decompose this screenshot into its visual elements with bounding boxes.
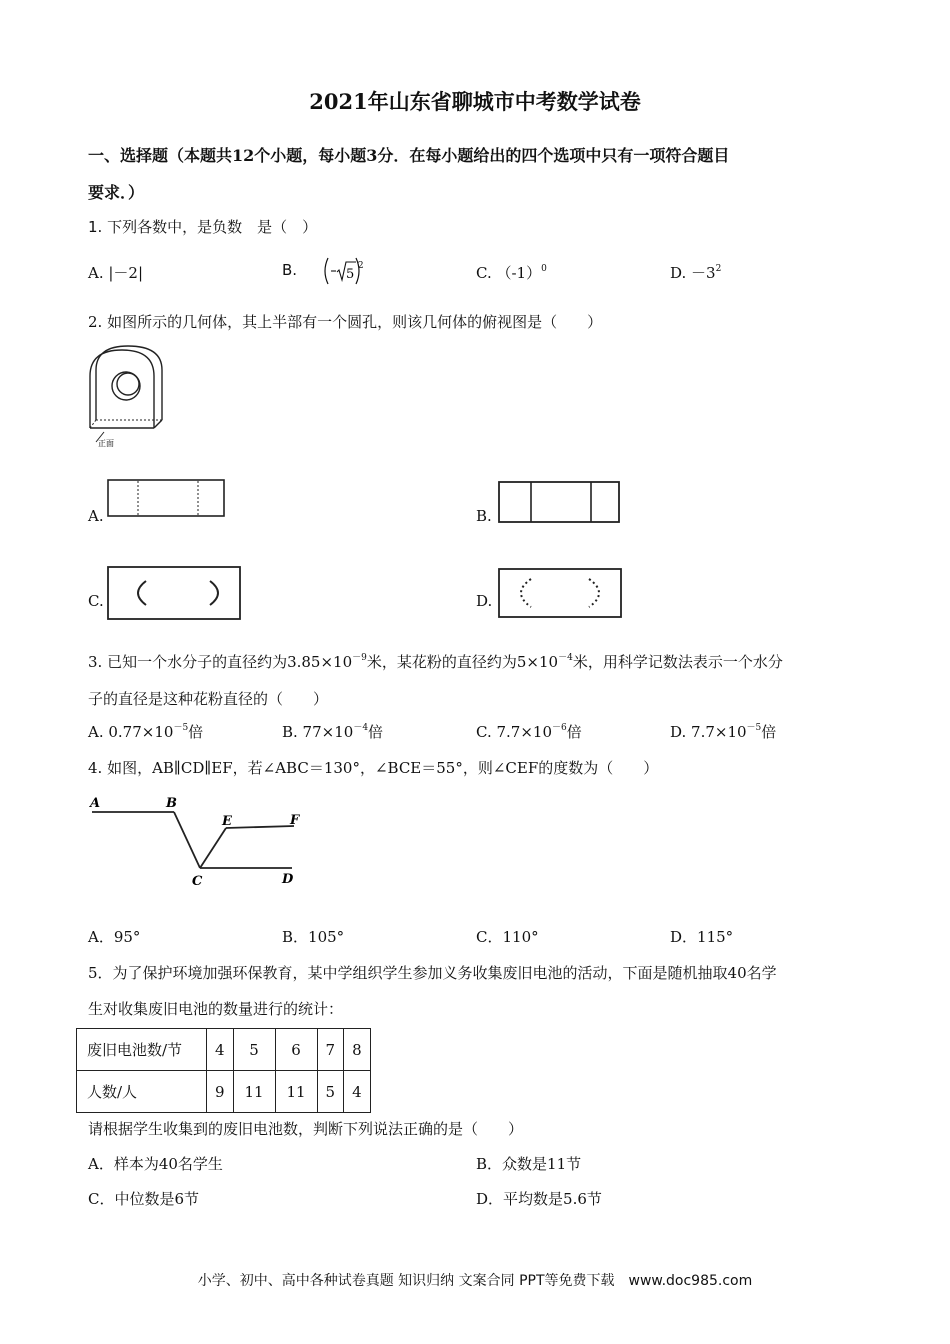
table-header-cell: 废旧电池数/节 [77,1029,207,1071]
q1-option-d: D. $-3^2$ [670,264,722,282]
q5-stem-line1: 5．为了保护环境加强环保教育，某中学组织学生参加义务收集废旧电池的活动，下面是随机抽取40名学 [88,964,777,982]
q5-option-a: A．样本为40名学生 [88,1155,223,1173]
q2-option-a-figure [106,478,228,520]
q4-parallel-lines-figure [84,792,314,892]
q5-option-d: D．平均数是5.6节 [476,1190,602,1208]
q4-label-b: B [166,796,177,811]
q5-prompt: 请根据学生收集到的废旧电池数，判断下列说法正确的是（ ） [88,1120,524,1138]
q5-option-b: B．众数是11节 [476,1155,582,1173]
section-heading: 一、选择题（本题共12个小题，每小题3分．在每小题给出的四个选项中只有一项符合题目 [88,146,730,165]
q5-stem-line2: 生对收集废旧电池的数量进行的统计： [88,1000,344,1018]
q4-option-b: B．105° [282,928,345,946]
q1-stem: 1. 下列各数中，是负数 是（ ） [88,218,318,236]
table-row [77,1071,371,1113]
table-cell: 5 [317,1071,344,1113]
table-row [77,1029,371,1071]
q4-option-c: C．110° [476,928,539,946]
q2-front-label: 正面 [98,439,114,448]
q3-stem-line2: 子的直径是这种花粉直径的（ ） [88,690,329,708]
q3-stem-line1: 3. 已知一个水分子的直径约为$3.85\times 10^{-9}$米，某花粉的直径约为$5\times 10^{-4}$米，用科学记数法表示一个水分 [88,653,783,671]
svg-text:5: 5 [345,267,355,282]
q2-solid-figure [84,340,174,450]
q3-option-b: B. $77\times 10^{-4}$倍 [282,723,384,741]
table-cell: 9 [207,1071,234,1113]
table-cell: 4 [207,1029,234,1071]
q2-option-b-figure [497,480,623,526]
q4-label-e: E [222,814,232,829]
table-cell: 11 [233,1071,275,1113]
q1-stem-text: 下列各数中，是负数 是（ ） [102,218,318,236]
q1-option-a: A. |－2| [88,264,144,282]
q2-option-c-figure [106,565,244,623]
table-cell: 11 [275,1071,317,1113]
page-title: 2021年山东省聊城市中考数学试卷 [309,89,641,114]
q4-option-d: D．115° [670,928,734,946]
table-cell: 5 [233,1029,275,1071]
section-heading-cont: 要求．） [88,183,145,202]
q4-label-a: A [90,796,101,811]
q2-option-a: A. [88,507,104,525]
q2-option-d: D. [476,592,493,610]
q3-option-a: A. $0.77\times 10^{-5}$倍 [88,723,204,741]
q4-stem: 4. 如图，AB∥CD∥EF，若∠ABC＝130°，∠BCE＝55°，则∠CEF的度数为（ ） [88,759,659,777]
q4-label-c: C [192,874,203,889]
q1-option-b: B. 5 $^2$ [282,256,364,286]
q5-stats-table [76,1028,371,1113]
q5-option-c: C．中位数是6节 [88,1190,200,1208]
page-footer: 小学、初中、高中各种试卷真题 知识归纳 文案合同 PPT等免费下载 www.doc985.com [197,1273,753,1289]
q4-label-f: F [290,813,300,828]
q3-option-d: D. $7.7\times 10^{-5}$倍 [670,723,777,741]
q2-option-d-figure [497,567,625,621]
q2-option-c: C. [88,592,104,610]
q1-option-b-formula [302,256,362,286]
q2-option-b: B. [476,507,492,525]
table-cell: 6 [275,1029,317,1071]
table-cell: 8 [344,1029,371,1071]
q1-option-c: C. $(-1)^0$ [476,264,547,282]
q3-option-c: C. $7.7\times 10^{-6}$倍 [476,723,582,741]
q4-option-a: A．95° [88,928,141,946]
table-cell: 4 [344,1071,371,1113]
table-header-cell: 人数/人 [77,1071,207,1113]
q4-label-d: D [282,872,294,887]
table-cell: 7 [317,1029,344,1071]
q2-stem: 2. 如图所示的几何体，其上半部有一个圆孔，则该几何体的俯视图是（ ） [88,313,603,331]
